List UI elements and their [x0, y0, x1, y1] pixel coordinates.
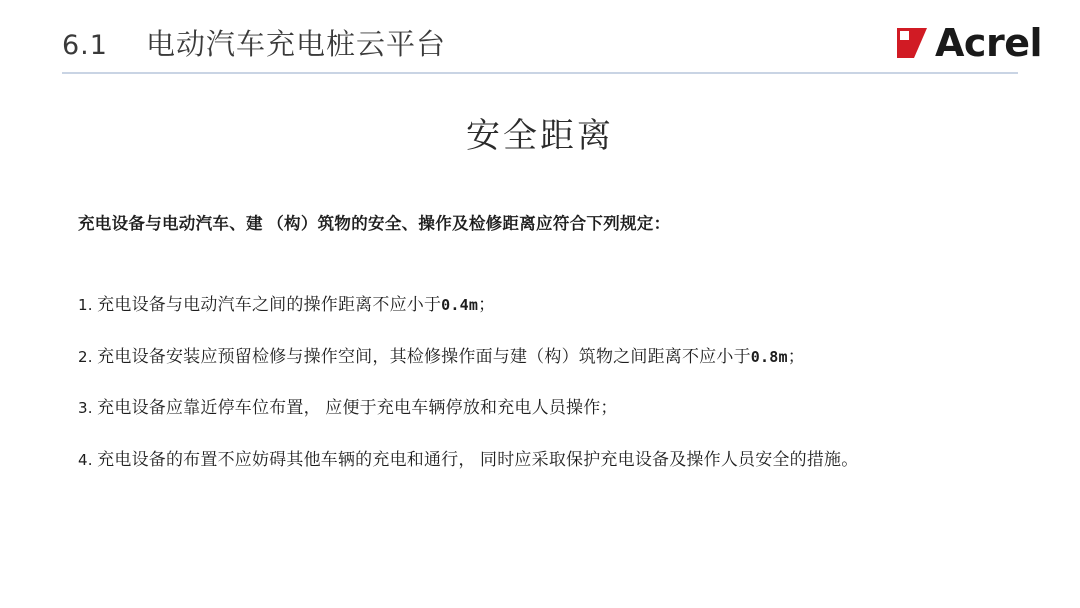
list-item-text: 充电设备的布置不应妨碍其他车辆的充电和通行， 同时应采取保护充电设备及操作人员安全的措施。 — [97, 449, 859, 469]
section-number: 6.1 — [62, 30, 108, 61]
list-item-text: 充电设备安装应预留检修与操作空间，其检修操作面与建（构）筑物之间距离不应小于 — [97, 346, 751, 366]
list-item-text: 充电设备与电动汽车之间的操作距离不应小于 — [97, 295, 442, 314]
list-item-text-after: ； — [787, 346, 805, 366]
list-item-value: 0.4m — [441, 296, 479, 314]
acrel-logo — [897, 20, 1042, 66]
list-item-index: 4. — [78, 450, 93, 469]
logo-text: Acrel — [935, 21, 1042, 65]
list-item — [78, 292, 1018, 318]
list-item — [78, 447, 1018, 473]
section-title: 电动汽车充电桩云平台 — [145, 29, 446, 61]
slide-title: 安全距离 — [466, 118, 614, 155]
page-title — [62, 22, 446, 63]
list-item-index: 2. — [78, 347, 93, 366]
list-item-value: 0.8m — [750, 347, 788, 366]
list-item-text: 充电设备应靠近停车位布置， 应便于充电车辆停放和充电人员操作； — [97, 398, 618, 417]
requirements-list — [78, 292, 1018, 498]
list-item — [78, 344, 1018, 370]
list-item-index: 1. — [78, 296, 93, 314]
list-item-text-after: ； — [478, 295, 496, 314]
slide-header — [0, 0, 1080, 78]
acrel-square-logo-icon — [897, 28, 927, 58]
list-item — [78, 395, 1018, 421]
list-item-index: 3. — [78, 399, 93, 417]
lead-paragraph: 充电设备与电动汽车、建 （构）筑物的安全、操作及检修距离应符合下列规定： — [78, 214, 671, 233]
header-divider — [62, 72, 1018, 74]
